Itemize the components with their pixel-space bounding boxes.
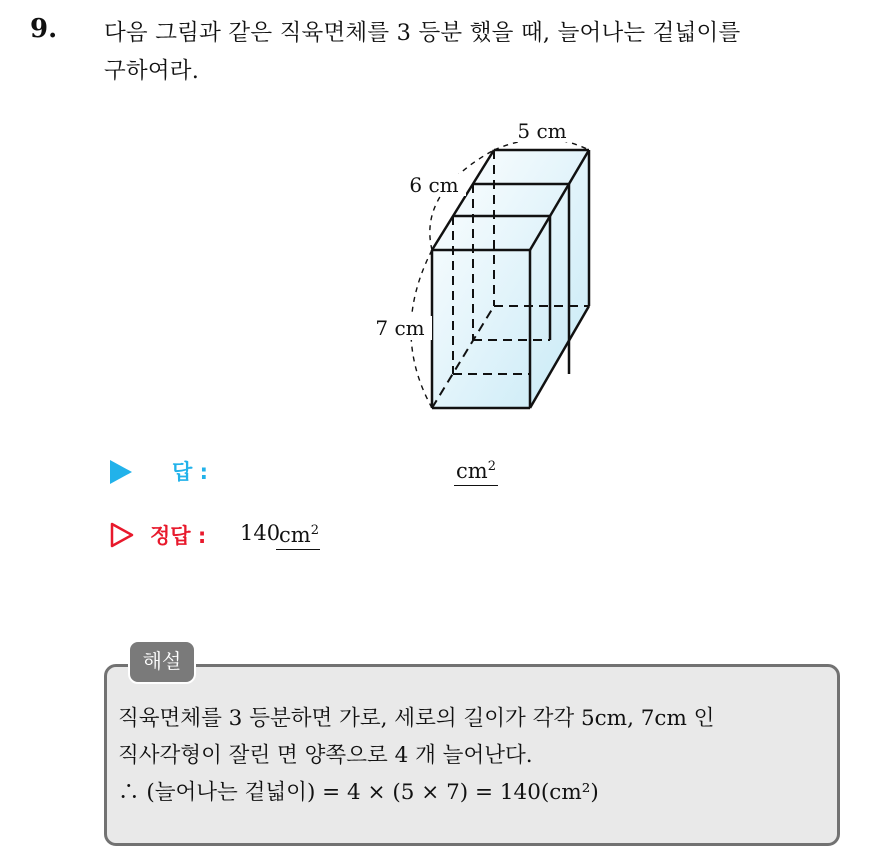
correct-label: 정답 : (150, 524, 207, 548)
answer-label: 답 : (172, 460, 208, 484)
question-number: 9. (30, 14, 58, 44)
explanation-line: ∴ (늘어나는 겉넓이) = 4 × (5 × 7) = 140(cm²) (118, 780, 599, 805)
explanation-line: 직육면체를 3 등분하면 가로, 세로의 길이가 각각 5cm, 7cm 인 (118, 706, 715, 731)
explanation-tab: 해설 (128, 640, 196, 684)
correct-answer-row (108, 516, 568, 556)
correct-value: 140 (240, 521, 281, 545)
correct-unit-wrap (276, 518, 320, 550)
explanation-line: 직사각형이 잘린 면 양쪽으로 4 개 늘어난다. (118, 743, 533, 768)
open-play-icon (110, 522, 134, 548)
play-icon (110, 460, 132, 484)
question-line: 다음 그림과 같은 직육면체를 3 등분 했을 때, 늘어나는 겉넓이를 (104, 20, 741, 46)
label-top: 5 cm (517, 119, 567, 143)
question-line: 구하여라. (104, 58, 200, 84)
answer-unit: cm (456, 459, 488, 483)
label-left-lower: 7 cm (375, 316, 425, 340)
correct-unit: cm (279, 523, 311, 547)
answer-row (108, 452, 568, 492)
cuboid-figure (360, 112, 620, 422)
label-left-upper: 6 cm (409, 173, 459, 197)
question-text (104, 14, 864, 90)
answer-blank[interactable] (454, 454, 498, 486)
explanation-text (118, 700, 838, 811)
answer-unit-exp: 2 (487, 459, 496, 474)
correct-unit-exp: 2 (310, 523, 319, 538)
